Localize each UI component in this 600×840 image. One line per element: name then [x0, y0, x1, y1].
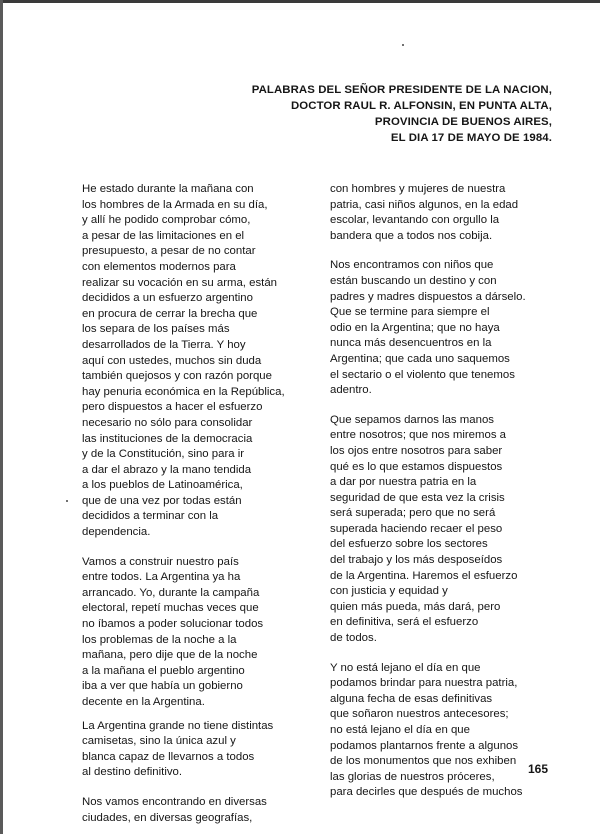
left-text-column [82, 182, 314, 840]
text-line: decididos a un esfuerzo argentino [82, 292, 253, 305]
text-line: patria, casi niños algunos, en la edad [330, 198, 519, 211]
text-line: a los pueblos de Latinoamérica, [82, 479, 243, 492]
text-line: blanca capaz de llevarnos a todos [82, 750, 255, 763]
text-line: con justicia y equidad y [330, 585, 448, 598]
left-edge-shadow [0, 0, 3, 834]
text-line: La Argentina grande no tiene distintas [82, 719, 274, 732]
text-line: que de una vez por todas están [82, 494, 242, 507]
text-line: odio en la Argentina; que no haya [330, 321, 500, 334]
text-line: a la mañana el pueblo argentino [82, 664, 245, 677]
text-line: están buscando un destino y con [330, 274, 497, 287]
text-line: quien más pueda, más dará, pero [330, 600, 501, 613]
text-line: dependencia. [82, 526, 151, 539]
text-line: de la Argentina. Haremos el esfuerzo [330, 569, 518, 582]
text-line: las instituciones de la democracia [82, 432, 253, 445]
text-line: podamos brindar para nuestra patria, [330, 677, 518, 690]
right-text-column [330, 182, 556, 815]
text-line: a dar el abrazo y la mano tendida [82, 463, 252, 476]
text-line: los hombres de la Armada en su día, [82, 198, 268, 211]
paragraph [82, 555, 314, 711]
paragraph [82, 182, 314, 541]
text-line: el sectario o el violento que tenemos [330, 368, 515, 381]
text-line: no íbamos a poder solucionar todos [82, 618, 264, 631]
text-line: del trabajo y los más desposeídos [330, 554, 503, 567]
text-line: Nos vamos encontrando en diversas [82, 795, 267, 808]
text-line: necesario no sólo para consolidar [82, 416, 253, 429]
paragraph [330, 413, 556, 647]
text-line: electoral, repetí muchas veces que [82, 602, 259, 615]
text-line: Nos encontramos con niños que [330, 259, 494, 272]
text-line: Vamos a construir nuestro país [82, 555, 239, 568]
text-line: para decirles que después de muchos [330, 786, 523, 799]
text-line: iba a ver que había un gobierno [82, 680, 243, 693]
text-line: que soñaron nuestros antecesores; [330, 708, 509, 721]
text-line: desarrollados de la Tierra. Y hoy [82, 338, 246, 351]
text-line: los problemas de la noche a la [82, 633, 237, 646]
text-line: con elementos modernos para [82, 260, 236, 273]
text-line: bandera que a todos nos cobija. [330, 229, 493, 242]
text-line: arrancado. Yo, durante la campaña [82, 586, 260, 599]
text-line: a pesar de las limitaciones en el [82, 229, 245, 242]
title-line: PROVINCIA DE BUENOS AIRES, [374, 116, 552, 128]
top-edge-rule [0, 0, 600, 3]
text-line: Que sepamos darnos las manos [330, 413, 494, 426]
text-line: en procura de cerrar la brecha que [82, 307, 258, 320]
paragraph [330, 182, 556, 244]
title-line: EL DIA 17 DE MAYO DE 1984. [390, 132, 552, 144]
text-line: de todos. [330, 632, 377, 645]
text-line: con hombres y mujeres de nuestra [330, 183, 506, 195]
text-line: pero dispuestos a hacer el esfuerzo [82, 401, 263, 414]
text-line: decididos a terminar con la [82, 510, 219, 523]
text-line: realizar su vocación en su arma, están [82, 276, 278, 289]
text-line: camisetas, sino la única azul y [82, 735, 236, 748]
text-line: entre nosotros; que nos miremos a [330, 429, 507, 442]
text-line: superada haciendo recaer el peso [330, 522, 503, 535]
text-line: nunca más desencuentros en la [330, 337, 492, 350]
speech-title [252, 82, 552, 146]
text-line: padres y madres dispuestos a dárselo. [330, 290, 526, 303]
text-line: adentro. [330, 384, 372, 397]
text-line: entre todos. La Argentina ya ha [82, 571, 241, 584]
text-line: y de la Constitución, sino para ir [82, 448, 245, 461]
page-number: 165 [528, 762, 549, 776]
text-line: en definitiva, será el esfuerzo [330, 616, 479, 629]
text-line: presupuesto, a pesar de no contar [82, 245, 256, 258]
paragraph [330, 661, 556, 801]
title-line: DOCTOR RAUL R. ALFONSIN, EN PUNTA ALTA, [290, 100, 552, 112]
text-line: los separa de los países más [82, 323, 230, 336]
text-line: del esfuerzo sobre los sectores [330, 538, 488, 551]
text-line: Y no está lejano el día en que [330, 661, 481, 674]
text-line: seguridad de que esta vez la crisis [330, 491, 505, 504]
text-line: qué es lo que estamos dispuestos [330, 460, 503, 473]
text-line: Argentina; que cada uno saquemos [330, 352, 510, 365]
text-line: alguna fecha de esas definitivas [330, 692, 493, 705]
text-line: al destino definitivo. [82, 766, 183, 779]
text-line: a dar por nuestra patria en la [330, 476, 477, 489]
scan-speck [402, 44, 404, 46]
text-line: hay penuria económica en la República, [82, 385, 285, 398]
text-line: también quejosos y con razón porque [82, 370, 272, 383]
text-line: mañana, pero dije que de la noche [82, 649, 258, 662]
scan-speck [66, 500, 68, 502]
paragraph [330, 258, 556, 398]
text-line: de los monumentos que nos exhiben [330, 755, 517, 768]
text-line: He estado durante la mañana con [82, 183, 254, 195]
title-line: PALABRAS DEL SEÑOR PRESIDENTE DE LA NACION, [251, 84, 552, 96]
paragraph [82, 795, 314, 826]
text-line: Que se termine para siempre el [330, 306, 490, 319]
text-line: las glorias de nuestros próceres, [330, 770, 495, 783]
paragraph [82, 719, 314, 781]
text-line: los ojos entre nosotros para saber [330, 444, 503, 457]
text-line: escolar, levantando con orgullo la [330, 214, 500, 227]
text-line: y allí he podido comprobar cómo, [82, 214, 251, 227]
text-line: aquí con ustedes, muchos sin duda [82, 354, 262, 367]
text-line: no está lejano el día en que [330, 724, 470, 736]
text-line: será superada; pero que no será [330, 507, 496, 520]
text-line: ciudades, en diversas geografías, [82, 811, 253, 824]
text-line: decente en la Argentina. [82, 696, 205, 708]
text-line: podamos plantarnos frente a algunos [330, 739, 519, 752]
